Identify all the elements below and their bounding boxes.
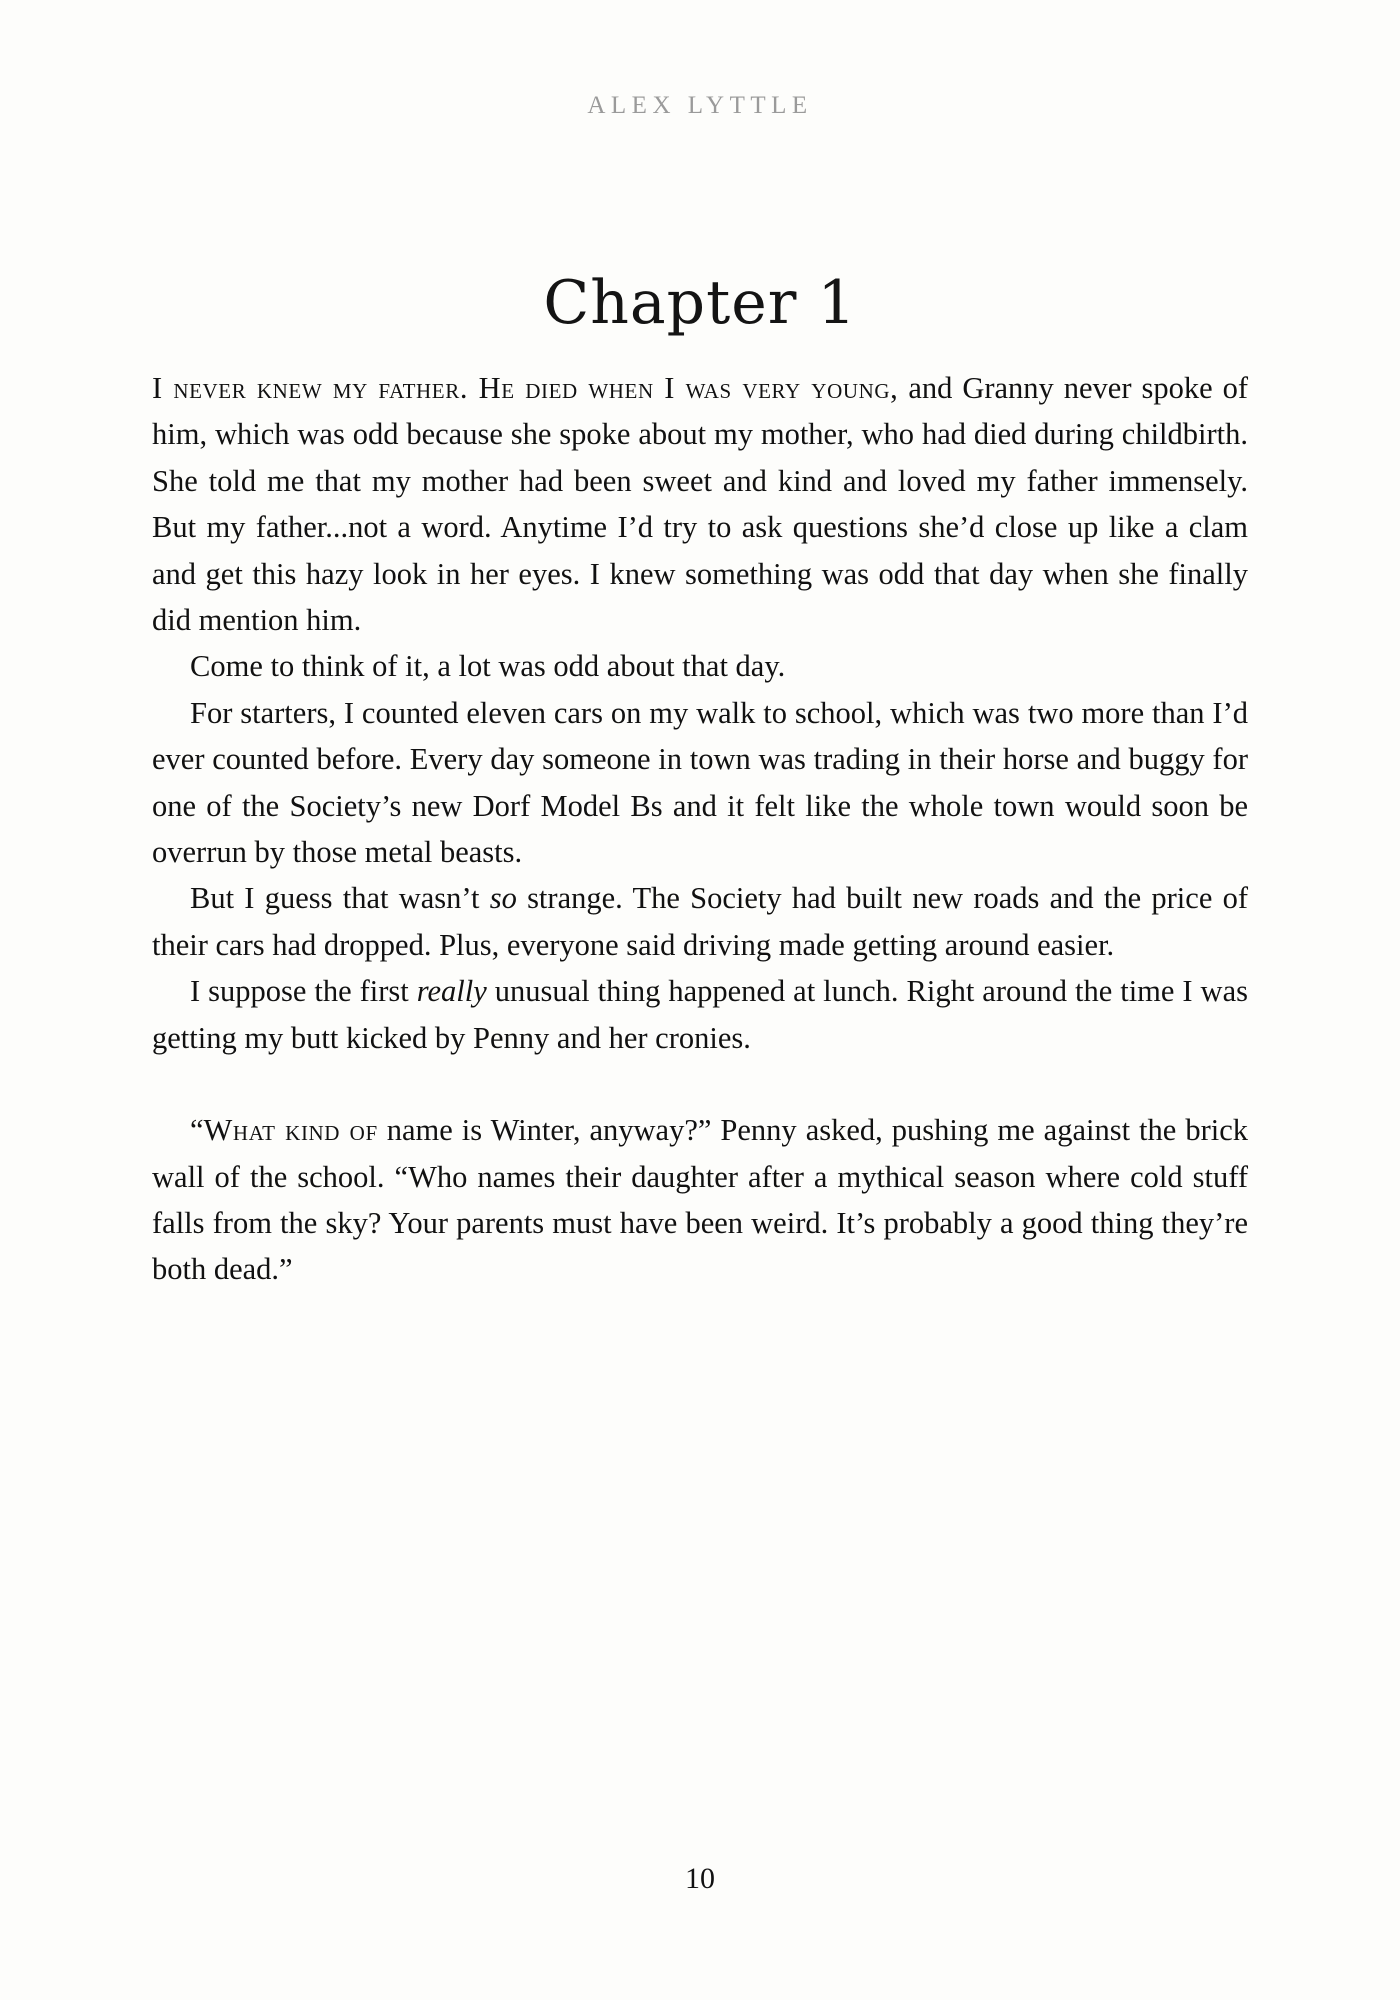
emphasis-so: so [489, 881, 517, 916]
paragraph-4-after-italic: strange. The Society had built new roads and the price of their cars had dropped. Plus, everyone said driving made getting around easier. [152, 881, 1248, 962]
paragraph-3: For starters, I counted eleven cars on my walk to school, which was two more than I’d ever counted before. Every day someone in town was trading in their horse and buggy for one of the Society’s new Dorf Model Bs and it felt like the whole town would soon be overrun by those metal beasts. [152, 695, 1248, 870]
body-text-block [152, 365, 1248, 1293]
paragraph-body: and Granny never spoke of him, which was odd because she spoke about my mother, who had died during childbirth. She told me that my mother had been sweet and kind and loved my father immensely. But my father...not a word. Anytime I’d try to ask questions she’d close up like a clam and get this hazy look in her eyes. I knew something was odd that day when she finally did mention him. [152, 371, 1248, 638]
paragraph-4-before-italic: But I guess that wasn’t [190, 881, 490, 916]
paragraph-dialogue [152, 1107, 1248, 1293]
page-number: 10 [685, 1862, 715, 1895]
paragraph-5-before-italic: I suppose the first [190, 974, 417, 1009]
chapter-title: Chapter 1 [543, 268, 857, 339]
paragraph-5 [152, 968, 1248, 1061]
running-head: ALEX LYTTLE [587, 92, 813, 119]
paragraph-4 [152, 875, 1248, 968]
paragraph-dialogue-body: name is Winter, anyway?” Penny asked, pushing me against the brick wall of the school. “Who names their daughter after a mythical season where cold stuff falls from the sky? Your parents must have been weird. It’s probably a good thing they’re both dead.” [152, 1113, 1249, 1287]
paragraph-2: Come to think of it, a lot was odd about that day. [190, 649, 786, 684]
open-quote: “ [190, 1113, 204, 1148]
small-caps-opener: I never knew my father. He died when I was very young, [152, 371, 899, 405]
paragraph-5-after-italic: unusual thing happened at lunch. Right around the time I was getting my butt kicked by Penny and her cronies. [152, 974, 1248, 1055]
paragraph-opening [152, 365, 1248, 643]
emphasis-really: really [416, 974, 487, 1009]
small-caps-opener-dialogue: What kind of [203, 1113, 378, 1148]
